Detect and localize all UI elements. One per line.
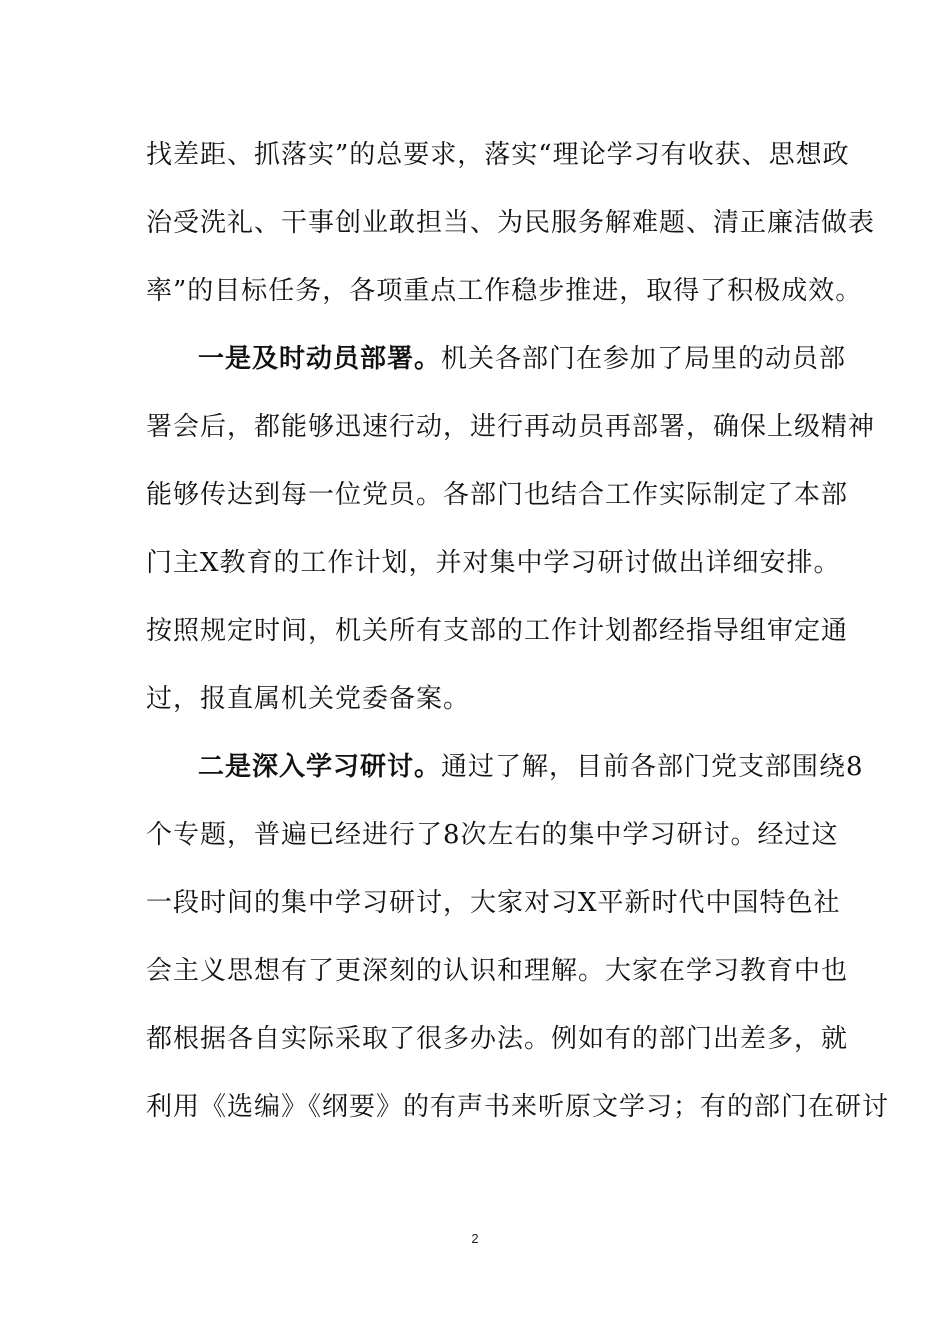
paragraph-3-line-1 [146, 738, 864, 806]
paragraph-3-line-6: 利用《选编》《纲要》的有声书来听原文学习；有的部门在研讨 [146, 1092, 890, 1122]
paragraph-3-line-4: 会主义思想有了更深刻的认识和理解。大家在学习教育中也 [146, 956, 849, 986]
paragraph-2-line-6: 过，报直属机关党委备案。 [146, 684, 471, 714]
paragraph-1-line-3: 率”的目标任务，各项重点工作稳步推进，取得了积极成效。 [146, 276, 863, 306]
paragraph-1-line-1: 找差距、抓落实”的总要求，落实“理论学习有收获、思想政 [146, 140, 850, 170]
paragraph-2-line-1-text: 机关各部门在参加了局里的动员部 [441, 344, 847, 374]
paragraph-3-heading: 二是深入学习研讨。 [198, 752, 442, 782]
paragraph-2-line-5: 按照规定时间，机关所有支部的工作计划都经指导组审定通 [146, 616, 849, 646]
paragraph-2-line-4: 门主X教育的工作计划，并对集中学习研讨做出详细安排。 [146, 548, 841, 578]
paragraph-1-line-2: 治受洗礼、干事创业敢担当、为民服务解难题、清正廉洁做表 [146, 208, 876, 238]
paragraph-2-heading: 一是及时动员部署。 [198, 344, 442, 374]
paragraph-3-line-3: 一段时间的集中学习研讨，大家对习X平新时代中国特色社 [146, 888, 841, 918]
paragraph-3-line-5: 都根据各自实际采取了很多办法。例如有的部门出差多，就 [146, 1024, 849, 1054]
paragraph-2-line-3: 能够传达到每一位党员。各部门也结合工作实际制定了本部 [146, 480, 849, 510]
paragraph-3-line-1-text: 通过了解，目前各部门党支部围绕8 [441, 752, 864, 782]
paragraph-3-line-2: 个专题，普遍已经进行了8次左右的集中学习研讨。经过这 [146, 820, 839, 850]
page-number: 2 [471, 1231, 479, 1246]
paragraph-2-line-2: 署会后，都能够迅速行动，进行再动员再部署，确保上级精神 [146, 412, 876, 442]
body-text [146, 126, 890, 1146]
paragraph-2-line-1 [146, 330, 847, 398]
